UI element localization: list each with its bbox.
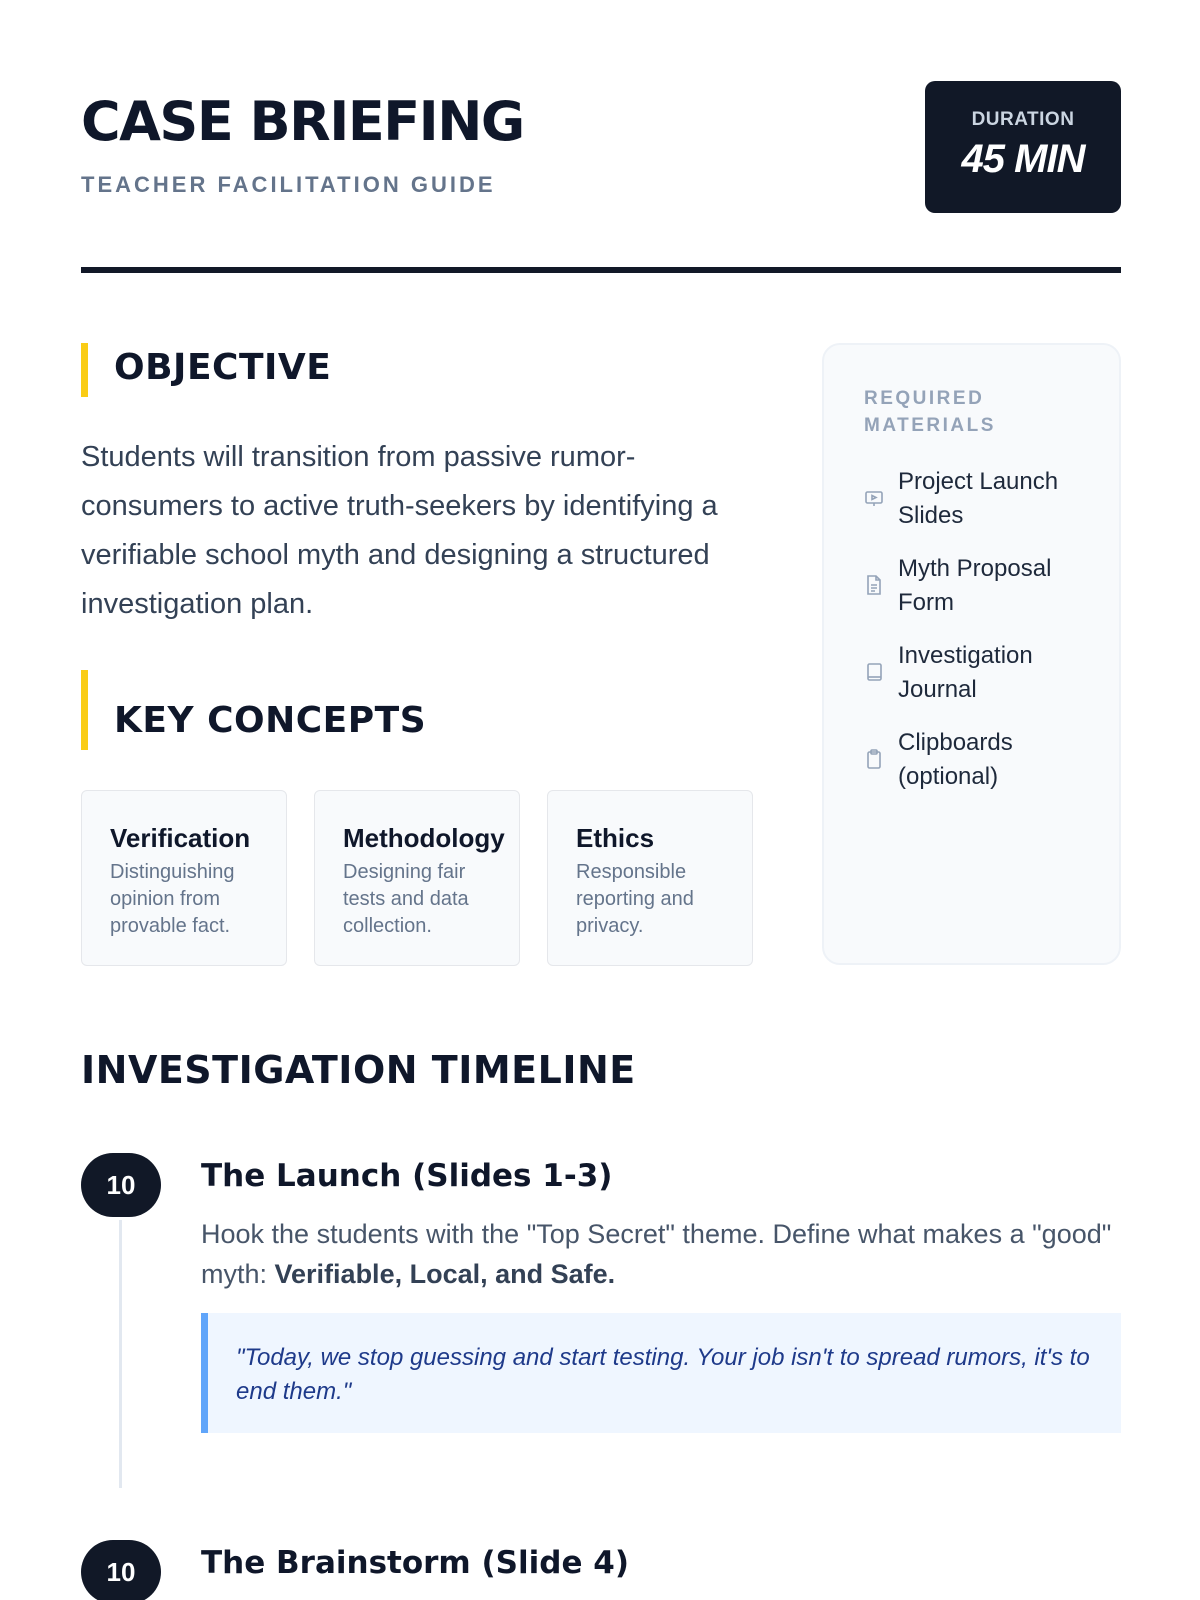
facilitator-quote [201,1313,1121,1433]
heading-accent-bar [81,670,88,750]
material-item [864,552,1094,622]
material-label: Project Launch Slides [898,468,1059,529]
materials-heading: REQUIRED MATERIALS [864,388,996,436]
presentation-icon [864,487,884,509]
heading-accent-bar [81,343,88,397]
concept-description: Distinguishing opinion from provable fact. [110,861,235,937]
material-item [864,465,1094,535]
material-item [864,726,1094,796]
step-description-emphasis: Verifiable, Local, and Safe. [274,1259,616,1289]
timeline-heading: INVESTIGATION TIMELINE [81,1048,636,1092]
material-label: Myth Proposal Form [898,555,1052,616]
concept-title: Ethics [576,823,655,853]
material-item [864,639,1094,709]
objective-heading-text: OBJECTIVE [114,347,332,388]
concept-description: Designing fair tests and data collection. [343,861,469,937]
material-label: Clipboards (optional) [898,729,1013,790]
step-title: The Brainstorm (Slide 4) [201,1545,630,1581]
concept-title: Verification [110,823,251,853]
page-title: CASE BRIEFING [81,90,524,153]
concept-title: Methodology [343,823,505,853]
key-concepts-heading-text: KEY CONCEPTS [114,700,427,741]
required-materials-panel [822,343,1121,965]
header [81,81,1121,213]
step-minutes-badge: 10 [81,1153,161,1217]
key-concepts-grid [81,790,754,966]
page-subtitle: TEACHER FACILITATION GUIDE [81,172,496,197]
concept-description: Responsible reporting and privacy. [576,861,694,937]
step-title: The Launch (Slides 1-3) [201,1158,613,1194]
quote-text: "Today, we stop guessing and start testing. Your job isn't to spread rumors, it's to end them." [236,1344,1090,1405]
concept-card [547,790,753,966]
header-divider [81,267,1121,273]
step-minutes-badge: 10 [81,1540,161,1600]
timeline-connector [119,1220,122,1488]
step-description-text: Hook the students with the "Top Secret" theme. Define what makes a "good" myth: [201,1219,1112,1289]
concept-card [314,790,520,966]
objective-text: Students will transition from passive rumor-consumers to active truth-seekers by identifying a verifiable school myth and designing a structured investigation plan. [81,441,718,620]
duration-value: 45 MIN [961,137,1085,181]
step-description [201,1214,1121,1294]
concept-card [81,790,287,966]
duration-badge [925,81,1121,213]
book-icon [864,661,884,683]
clipboard-icon [864,748,884,770]
document-icon [864,574,884,596]
material-label: Investigation Journal [898,642,1033,703]
duration-label: DURATION [971,109,1075,130]
